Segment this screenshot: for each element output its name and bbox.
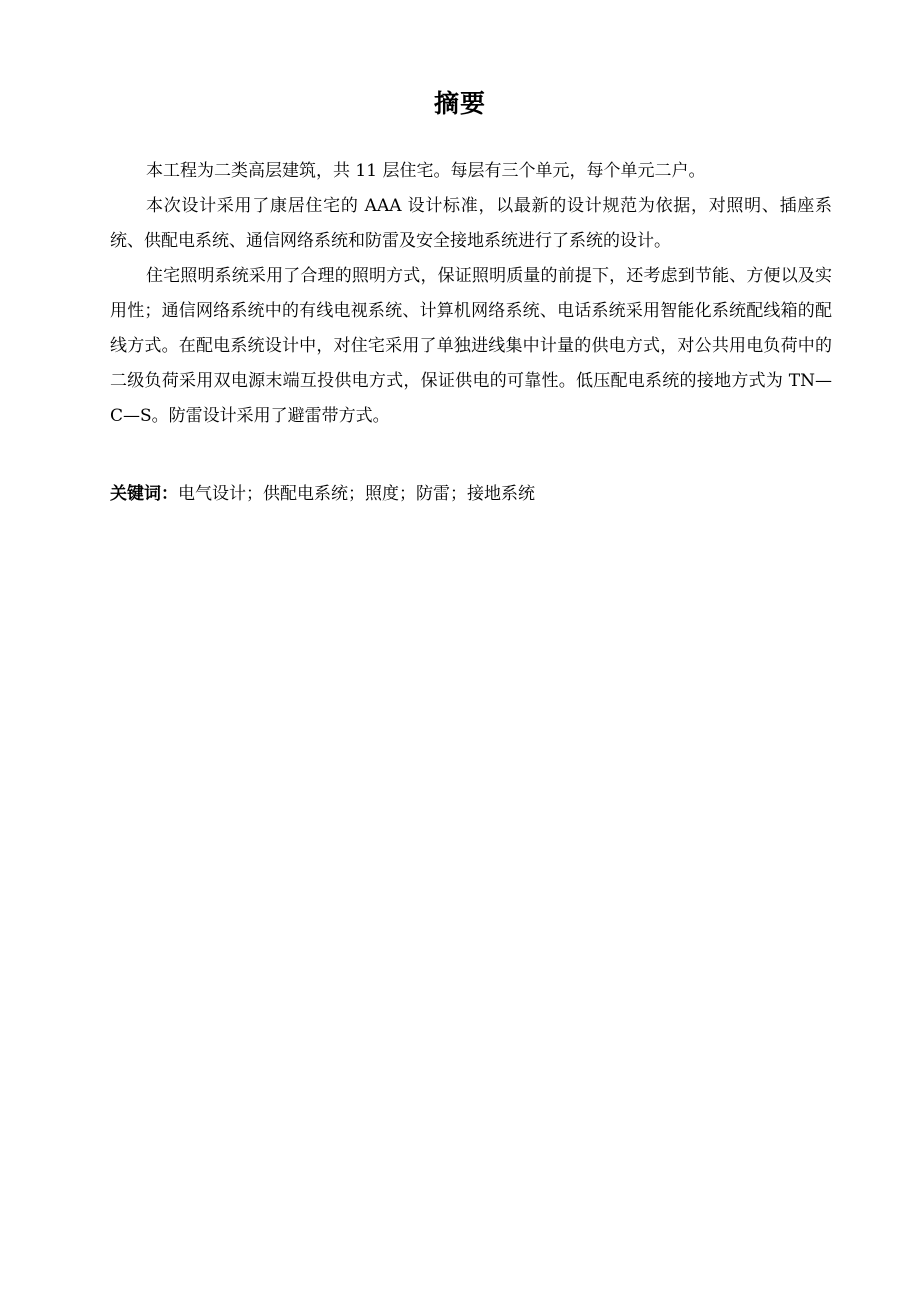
keywords-label: 关键词： <box>110 484 178 504</box>
abstract-paragraph-2: 本次设计采用了康居住宅的 AAA 设计标准，以最新的设计规范为依据，对照明、插座系统、供配电系统、通信网络系统和防雷及安全接地系统进行了系统的设计。 <box>110 196 832 251</box>
page-title: 摘要 <box>433 89 486 118</box>
keywords-line <box>110 477 832 512</box>
keywords-list: 电气设计；供配电系统；照度；防雷；接地系统 <box>178 484 535 504</box>
abstract-paragraph-3: 住宅照明系统采用了合理的照明方式，保证照明质量的前提下，还考虑到节能、方便以及实用性；通信网络系统中的有线电视系统、计算机网络系统、电话系统采用智能化系统配线箱的配线方式。在配电系统设计中，对住宅采用了单独进线集中计量的供电方式，对公共用电负荷中的二级负荷采用双电源末端互投供电方式，保证供电的可靠性。低压配电系统的接地方式为 TN—C—S。防雷设计采用了避雷带方式。 <box>110 266 832 426</box>
abstract-paragraph-1: 本工程为二类高层建筑，共 11 层住宅。每层有三个单元，每个单元二户。 <box>146 161 706 181</box>
abstract-body <box>110 154 832 434</box>
